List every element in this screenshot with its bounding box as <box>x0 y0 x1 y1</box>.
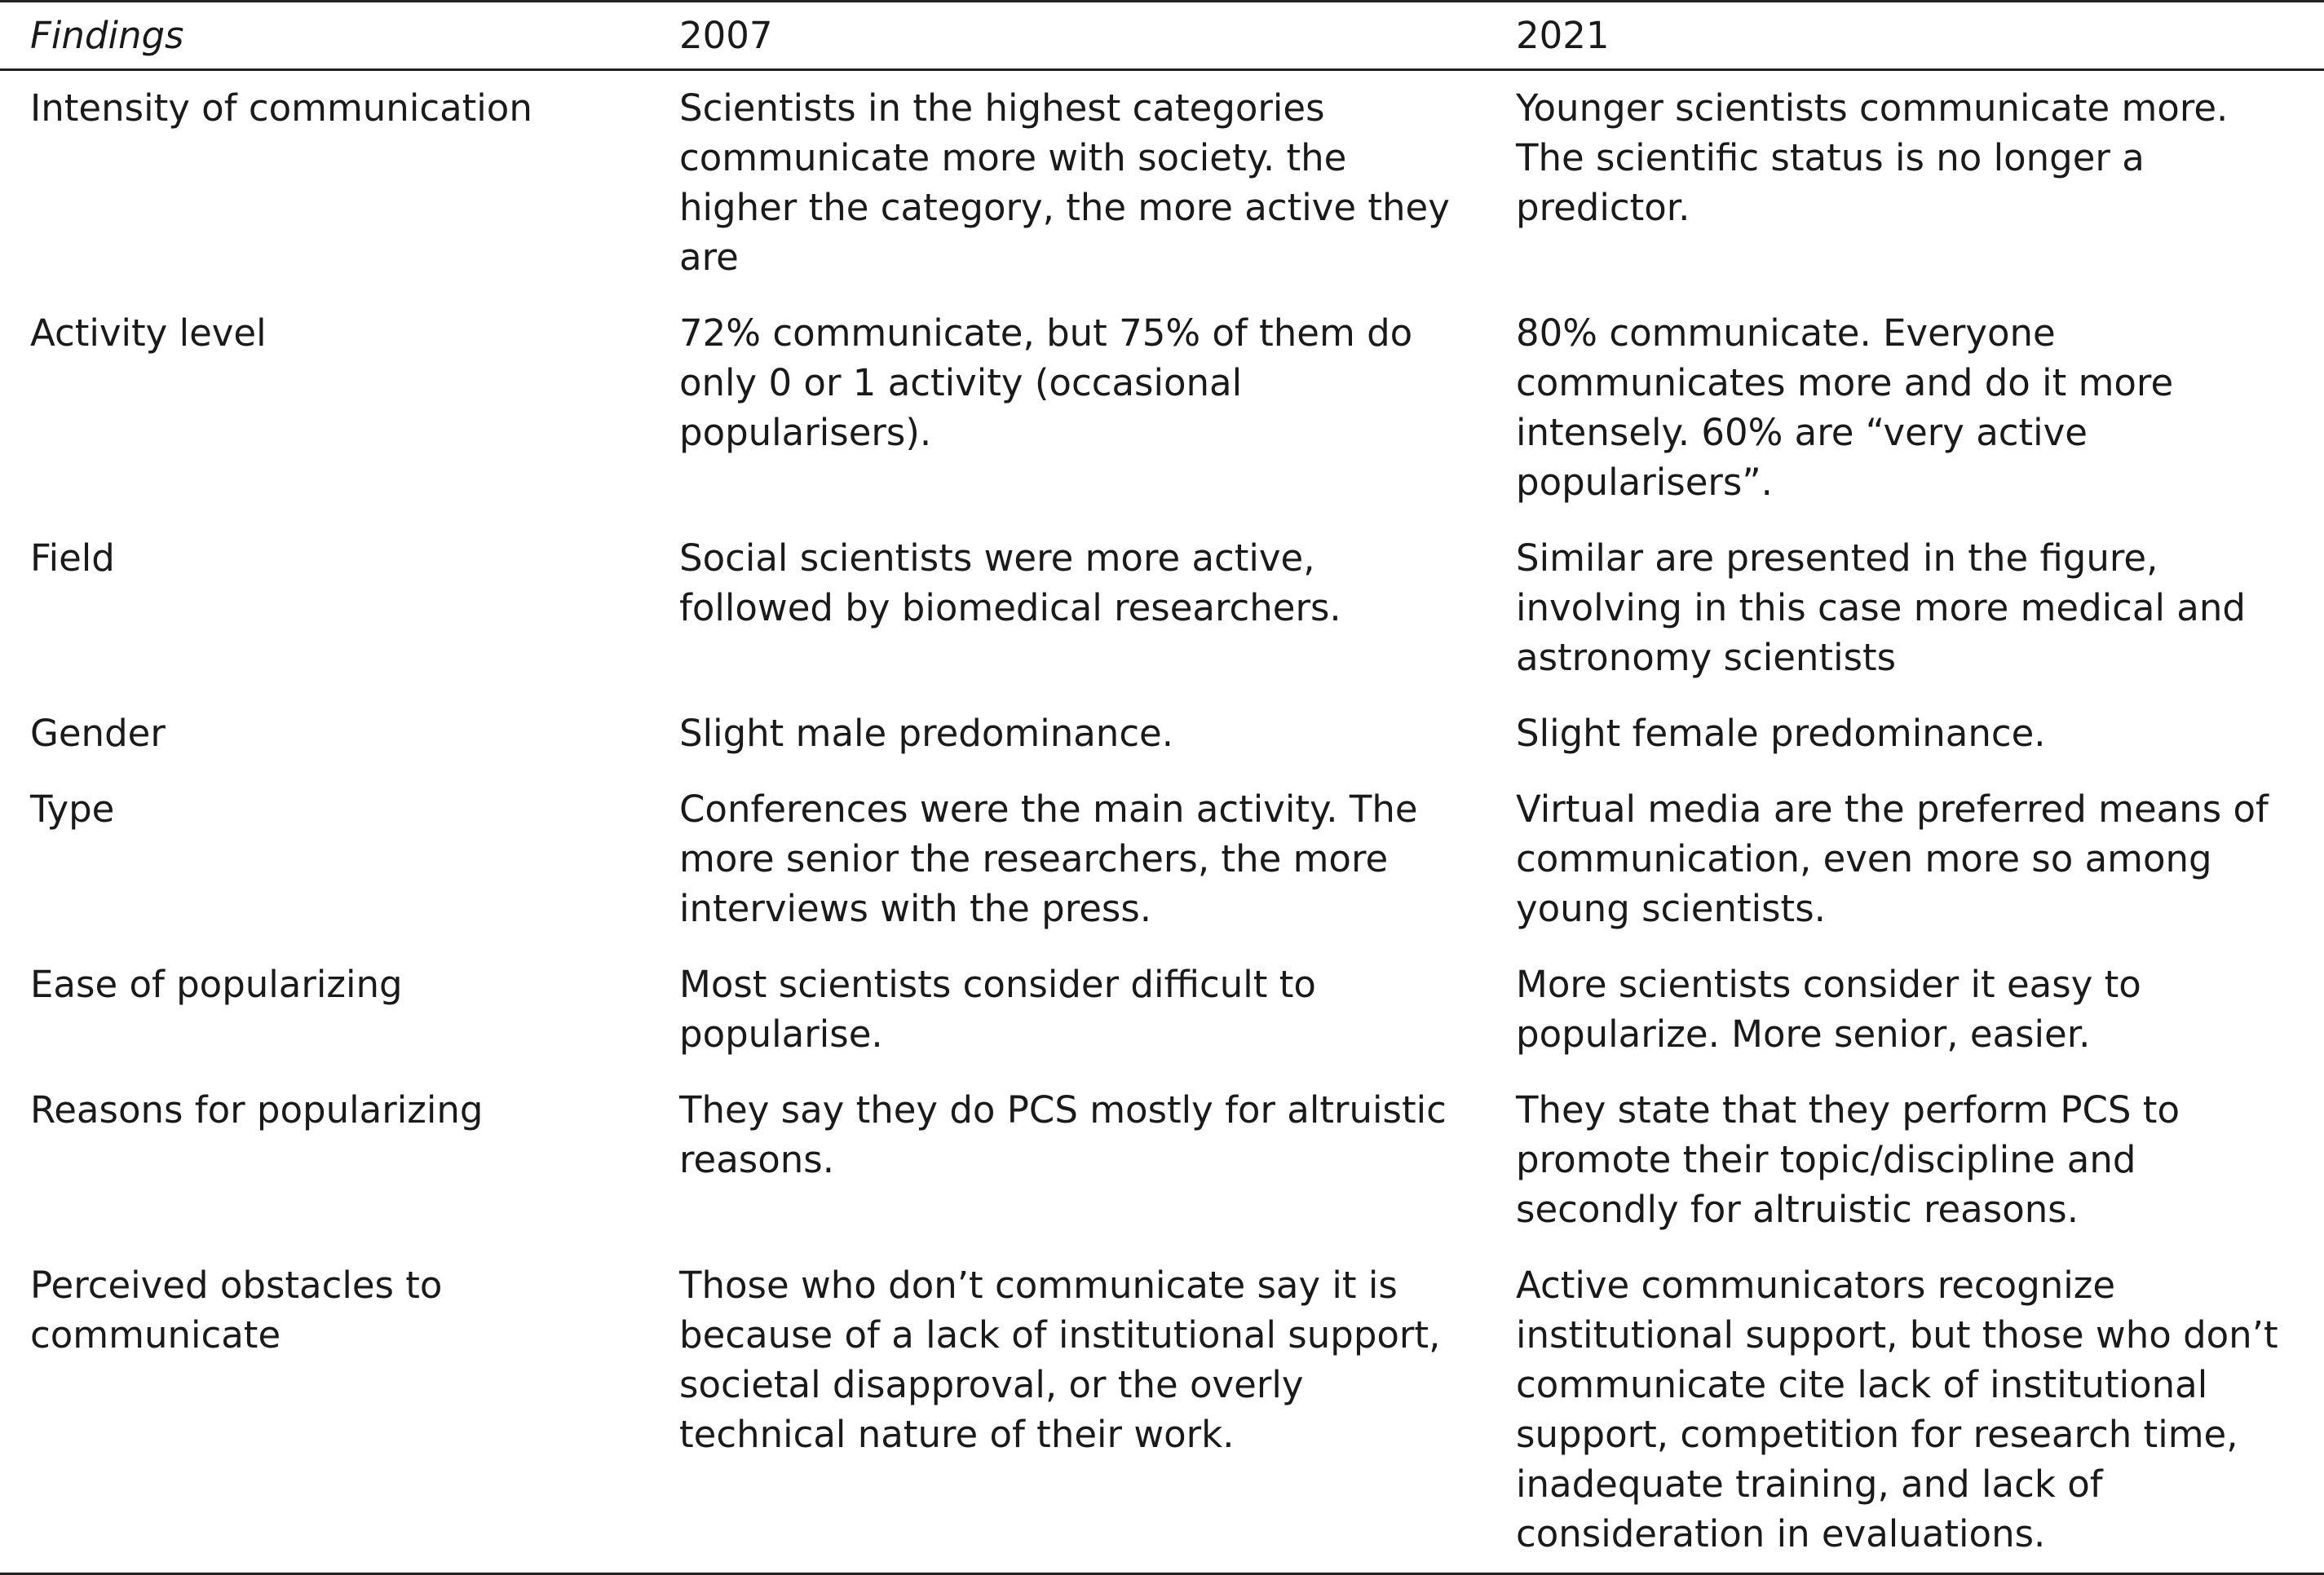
table-row <box>0 947 2324 1073</box>
table-row <box>0 772 2324 947</box>
table-body <box>0 70 2324 1574</box>
finding-2007: Most scientists consider difficult to popularise. <box>679 963 1316 1056</box>
finding-label: Type <box>30 788 115 831</box>
table-row <box>0 1073 2324 1248</box>
table-row <box>0 521 2324 696</box>
finding-2007: Slight male predominance. <box>679 712 1174 755</box>
finding-2007: Conferences were the main activity. The more senior the researchers, the more interviews with the press. <box>679 788 1418 930</box>
table-row <box>0 296 2324 521</box>
finding-2007: Scientists in the highest categories communicate more with society. the higher the category, the more active they are <box>679 86 1450 279</box>
table-row <box>0 70 2324 297</box>
finding-label: Activity level <box>30 311 267 355</box>
finding-2021: Active communicators recognize institutional support, but those who don’t communicate cite lack of institutional support, competition for research time, inadequate training, and lack of consideration in evaluations. <box>1516 1264 2278 1555</box>
finding-2021: 80% communicate. Everyone communicates more and do it more intensely. 60% are “very active popularisers”. <box>1516 311 2174 504</box>
finding-2021: More scientists consider it easy to popularize. More senior, easier. <box>1516 963 2141 1056</box>
finding-2021: They state that they perform PCS to promote their topic/discipline and secondly for altruistic reasons. <box>1516 1088 2180 1231</box>
finding-2021: Slight female predominance. <box>1516 712 2046 755</box>
table-row <box>0 1248 2324 1574</box>
header-2021: 2021 <box>1516 14 1610 57</box>
table-row <box>0 696 2324 772</box>
finding-2021: Younger scientists communicate more. The scientific status is no longer a predictor. <box>1516 86 2229 229</box>
finding-label: Gender <box>30 712 166 755</box>
finding-2007: Social scientists were more active, followed by biomedical researchers. <box>679 536 1341 629</box>
header-findings: Findings <box>30 14 184 57</box>
finding-2007: Those who don’t communicate say it is because of a lack of institutional support, societal disapproval, or the overly technical nature of their work. <box>679 1264 1441 1456</box>
finding-label: Perceived obstacles to communicate <box>30 1264 443 1357</box>
header-2007: 2007 <box>679 14 773 57</box>
header-row <box>0 2 2324 70</box>
finding-2021: Virtual media are the preferred means of communication, even more so among young scientists. <box>1516 788 2269 930</box>
table-header <box>0 2 2324 70</box>
finding-2007: They say they do PCS mostly for altruistic reasons. <box>679 1088 1447 1181</box>
finding-label: Ease of popularizing <box>30 963 403 1006</box>
finding-2007: 72% communicate, but 75% of them do only 0 or 1 activity (occasional popularisers). <box>679 311 1413 454</box>
finding-label: Intensity of communication <box>30 86 532 130</box>
finding-label: Field <box>30 536 115 580</box>
finding-2021: Similar are presented in the figure, involving in this case more medical and astronomy scientists <box>1516 536 2246 679</box>
finding-label: Reasons for popularizing <box>30 1088 484 1132</box>
